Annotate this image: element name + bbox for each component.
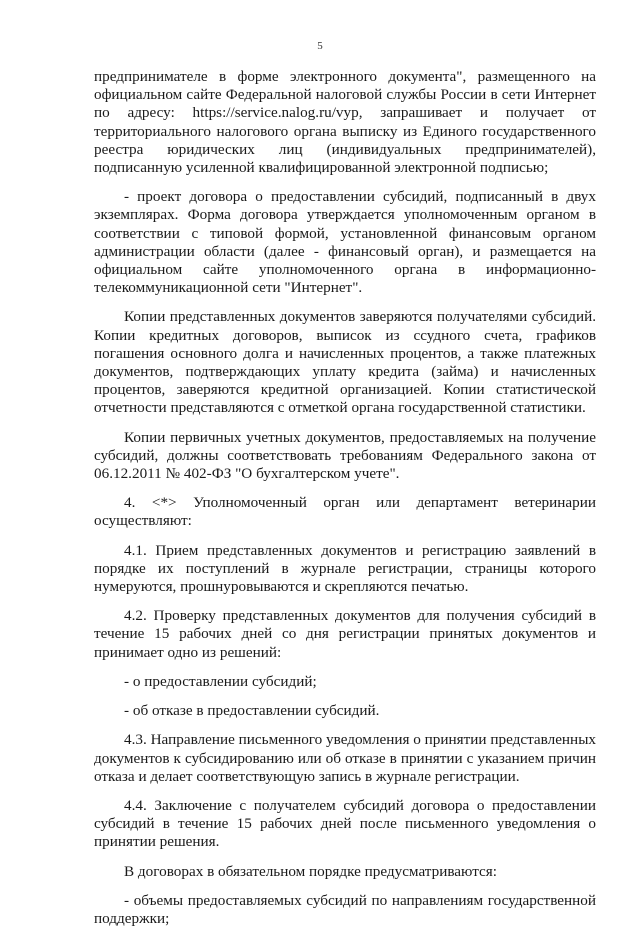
- document-body: [94, 68, 596, 939]
- list-item-volumes: - объемы предоставляемых субсидий по направлениям государственной поддержки;: [94, 891, 596, 927]
- paragraph-continuation: предпринимателе в форме электронного документа", размещенного на официальном сайте Федеральной налоговой службы России в сети Интернет по адресу: https://service.nalog.ru/vyp, запрашивает и получает от территориального налогового органа выписку из Единого государственного реестра юридических лиц (индивидуальных предпринимателей), подписанную усиленной квалифицированной электронной подписью;: [94, 68, 596, 177]
- paragraph-4-4: 4.4. Заключение с получателем субсидий договора о предоставлении субсидий в течение 15 рабочих дней после письменного уведомления о принятии решения.: [94, 796, 596, 851]
- paragraph-contract-draft: - проект договора о предоставлении субсидий, подписанный в двух экземплярах. Форма договора утверждается уполномоченным органом в соответствии с типовой формой, установленной финансовым органом администрации области (далее - финансовый орган), и размещается на официальном сайте уполномоченного органа в информационно-телекоммуникационной сети "Интернет".: [94, 188, 596, 297]
- page-number: 5: [317, 40, 323, 52]
- paragraph-primary-docs: Копии первичных учетных документов, предоставляемых на получение субсидий, должны соответствовать требованиям Федерального закона от 06.12.2011 № 402-ФЗ "О бухгалтерском учете".: [94, 428, 596, 483]
- paragraph-4-2: 4.2. Проверку представленных документов для получения субсидий в течение 15 рабочих дней со дня регистрации принятых документов и принимает одно из решений:: [94, 607, 596, 661]
- list-item-grant: - о предоставлении субсидий;: [124, 672, 317, 690]
- paragraph-contracts-include: В договорах в обязательном порядке предусматриваются:: [124, 862, 497, 880]
- paragraph-copies-certified: Копии представленных документов заверяются получателями субсидий. Копии кредитных договоров, выписок из ссудного счета, графиков погашения основного долга и начисленных процентов, а также платежных документов, подтверждающих уплату кредита (займа) и начисленных процентов, заверяются кредитной организацией. Копии статистической отчетности представляются с отметкой органа государственной статистики.: [94, 308, 596, 417]
- list-item-refuse: - об отказе в предоставлении субсидий.: [124, 702, 380, 720]
- paragraph-4-3: 4.3. Направление письменного уведомления о принятии представленных документов к субсидированию или об отказе в принятии с указанием причин отказа и делает соответствующую запись в журнале регистрации.: [94, 731, 596, 785]
- paragraph-4-1: 4.1. Прием представленных документов и регистрацию заявлений в порядке их поступлений в журнале регистрации, страницы которого нумеруются, прошнуровываются и скрепляются печатью.: [94, 541, 596, 596]
- paragraph-section-4: 4. <*> Уполномоченный орган или департамент ветеринарии осуществляют:: [94, 494, 596, 530]
